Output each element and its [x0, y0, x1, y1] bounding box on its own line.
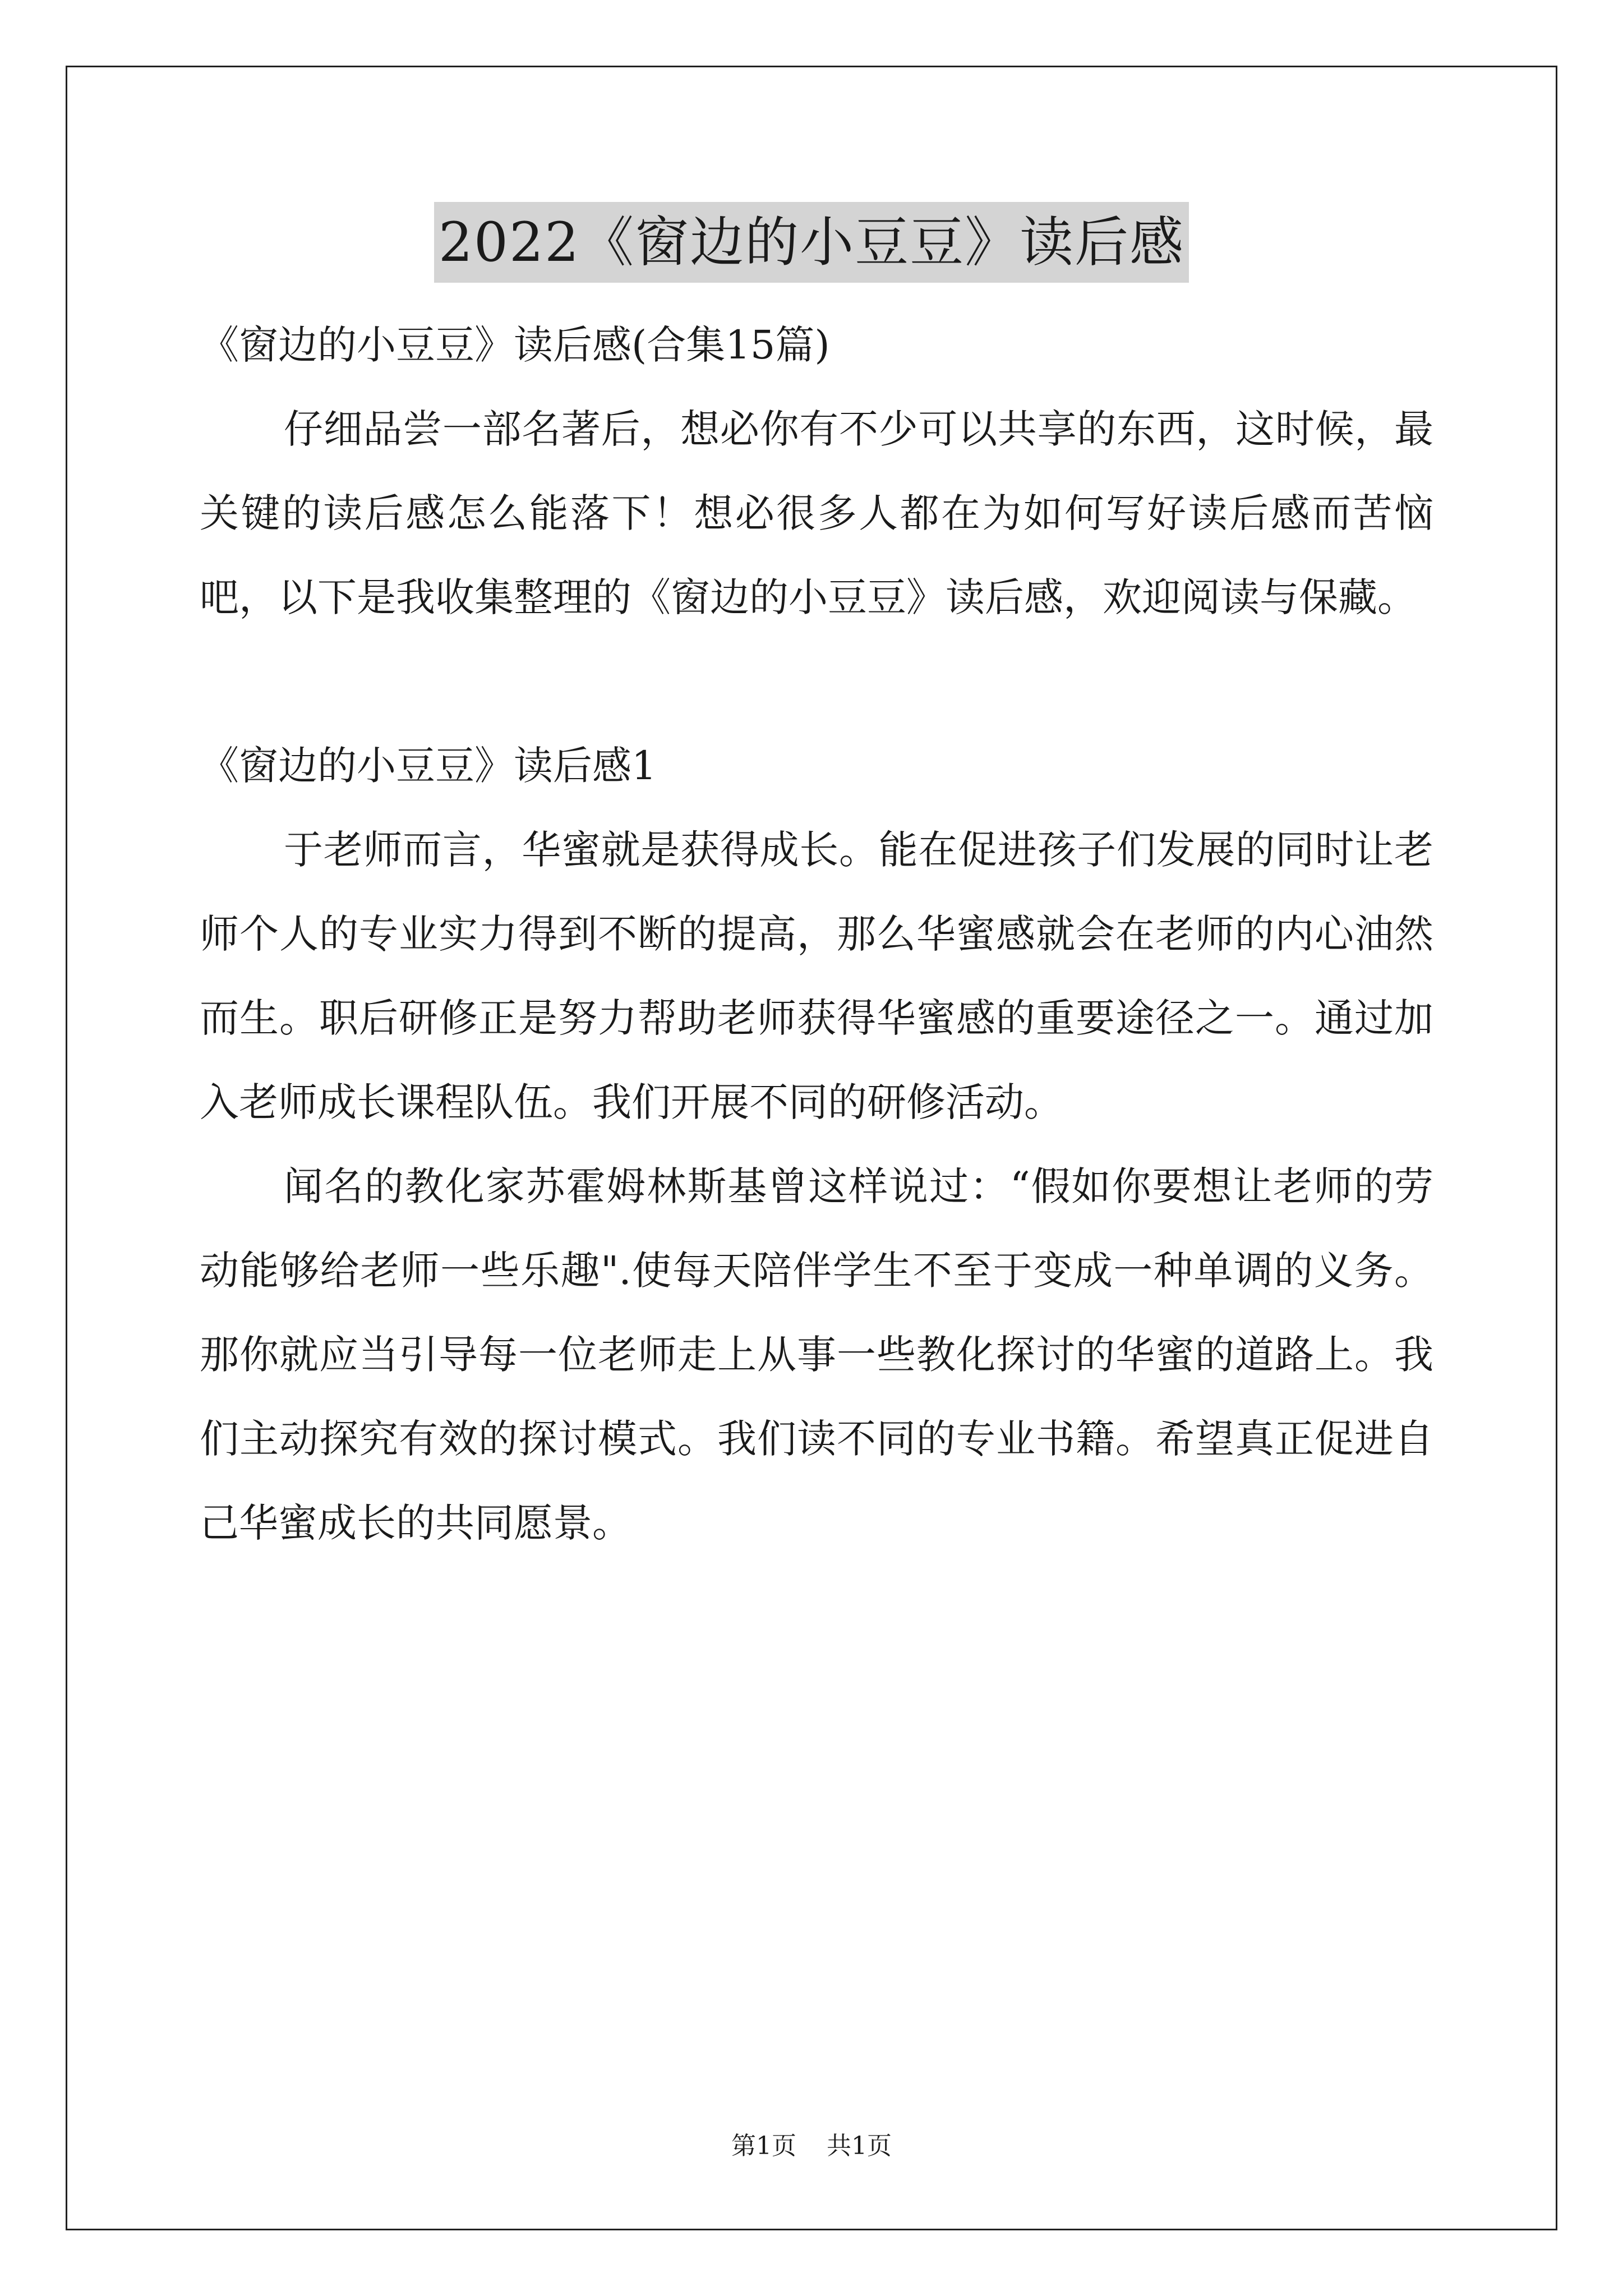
document-body	[200, 303, 1433, 1565]
intro-paragraph: 仔细品尝一部名著后，想必你有不少可以共享的东西，这时候，最关键的读后感怎么能落下！想必很多人都在为如何写好读后感而苦恼吧，以下是我收集整理的《窗边的小豆豆》读后感，欢迎阅读与保藏。	[200, 406, 1433, 620]
document-title: 2022《窗边的小豆豆》读后感	[434, 202, 1189, 283]
section-paragraph-1: 于老师而言，华蜜就是获得成长。能在促进孩子们发展的同时让老师个人的专业实力得到不断的提高，那么华蜜感就会在老师的内心油然而生。职后研修正是努力帮助老师获得华蜜感的重要途径之一。通过加入老师成长课程队伍。我们开展不同的研修活动。	[200, 827, 1433, 1125]
page-footer	[0, 2129, 1623, 2163]
title-container	[0, 202, 1623, 283]
section-paragraph-2: 闻名的教化家苏霍姆林斯基曾这样说过：“假如你要想让老师的劳动能够给老师一些乐趣".使每天陪伴学生不至于变成一种单调的义务。那你就应当引导每一位老师走上从事一些教化探讨的华蜜的道路上。我们主动探究有效的探讨模式。我们读不同的专业书籍。希望真正促进自己华蜜成长的共同愿景。	[200, 1163, 1433, 1546]
section-gap	[200, 639, 1433, 724]
section-heading: 《窗边的小豆豆》读后感1	[200, 743, 657, 789]
document-subtitle: 《窗边的小豆豆》读后感(合集15篇)	[200, 322, 830, 368]
page-total: 共1页	[827, 2132, 892, 2160]
page-number: 第1页	[731, 2132, 796, 2160]
